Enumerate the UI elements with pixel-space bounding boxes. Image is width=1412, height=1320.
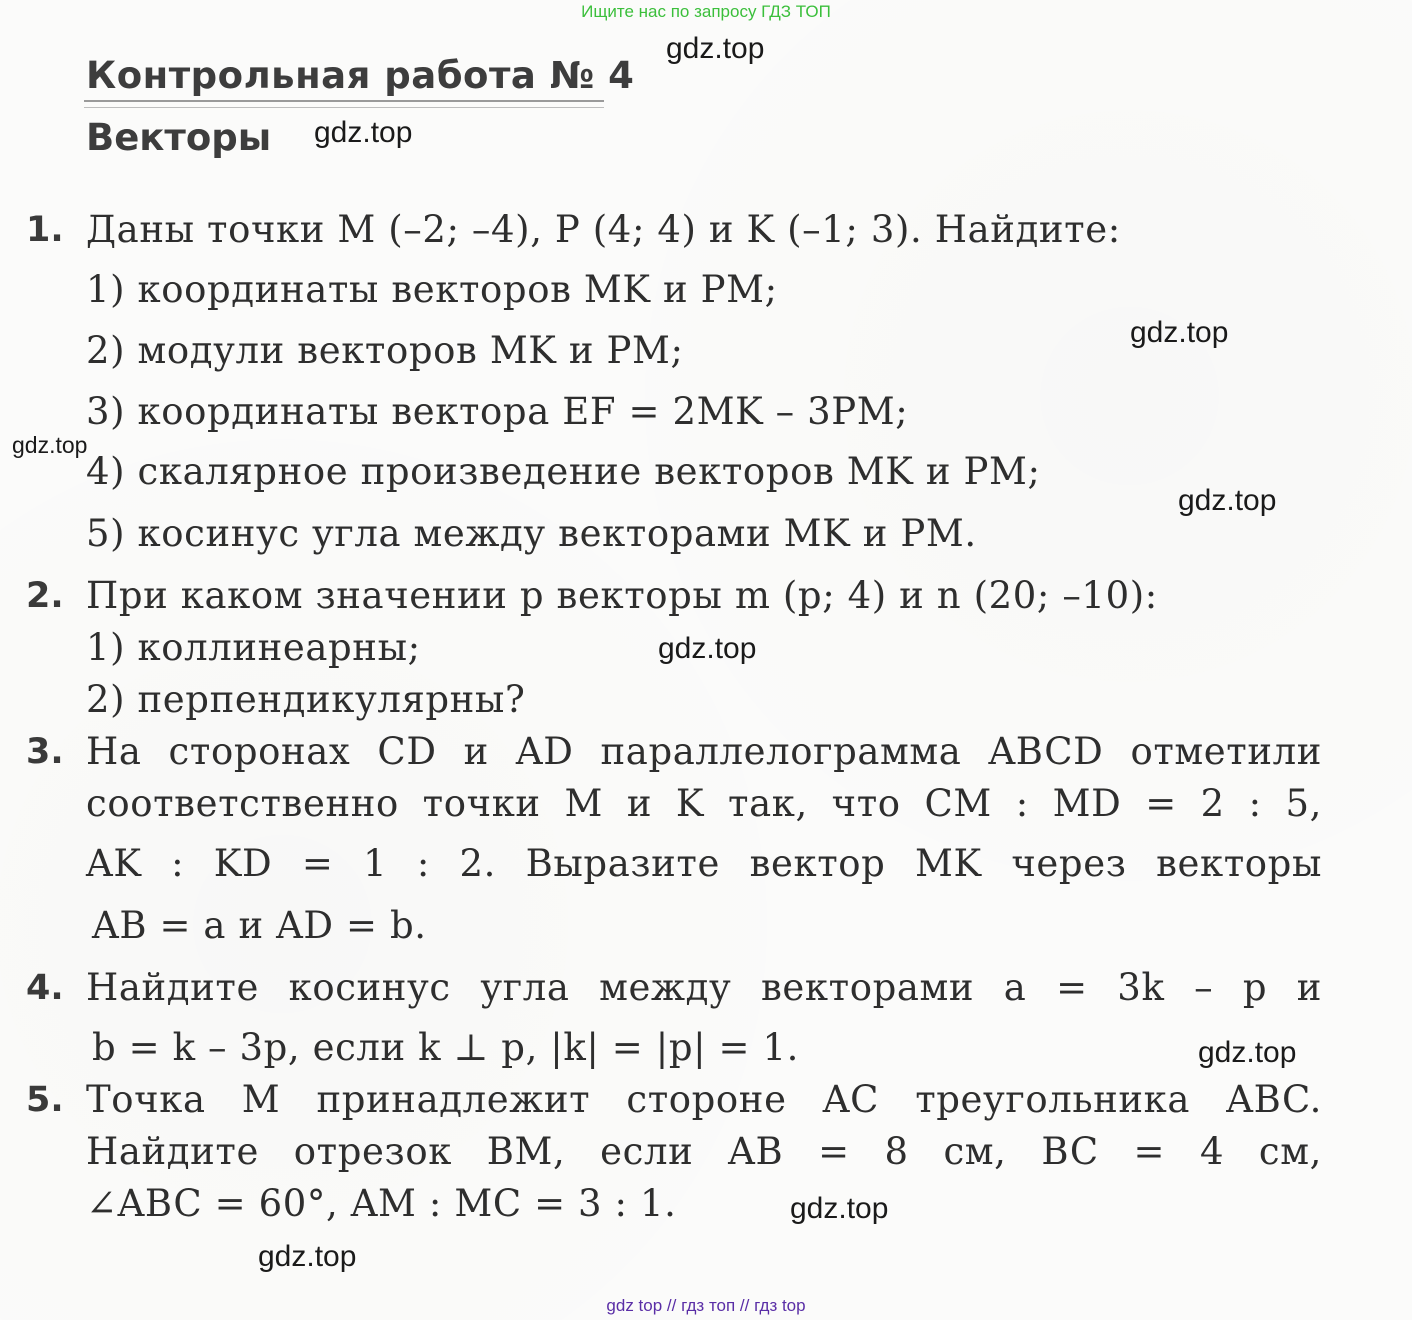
task-3-line: AK : KD = 1 : 2. Выразите вектор MK через векторы [86, 842, 1322, 885]
watermark: gdz.top [258, 1240, 357, 1273]
task-5-line: ∠ABC = 60°, AM : MC = 3 : 1. [86, 1182, 677, 1225]
task-number: 4. [26, 968, 64, 1008]
task-number: 5. [26, 1080, 64, 1120]
title-underline [84, 100, 604, 108]
task-1-item: 5) косинус угла между векторами MK и PM. [86, 512, 977, 555]
watermark: gdz.top [790, 1192, 889, 1225]
task-2-item: 2) перпендикулярны? [86, 678, 526, 721]
watermark: gdz.top [12, 432, 88, 458]
watermark: gdz.top [658, 632, 757, 665]
watermark: gdz.top [666, 32, 765, 65]
task-3-line: AB = a и AD = b. [92, 904, 427, 947]
task-3-line: На сторонах CD и AD параллелограмма ABCD отметили [86, 730, 1322, 773]
task-number: 1. [26, 210, 64, 250]
task-number: 2. [26, 576, 64, 616]
task-1-item: 2) модули векторов MK и PM; [86, 329, 684, 372]
task-2-intro: При каком значении p векторы m (p; 4) и n (20; –10): [86, 574, 1158, 617]
watermark: gdz.top [1198, 1036, 1297, 1069]
page-title: Контрольная работа № 4 [86, 54, 635, 97]
task-1-item: 1) координаты векторов MK и PM; [86, 268, 778, 311]
task-5-line: Точка M принадлежит стороне AC треугольника ABC. [86, 1078, 1322, 1121]
task-5-line: Найдите отрезок BM, если AB = 8 см, BC = 4 см, [86, 1130, 1322, 1173]
page-subtitle: Векторы [86, 116, 272, 159]
task-2-item: 1) коллинеарны; [86, 626, 421, 669]
watermark: gdz.top [1178, 484, 1277, 517]
watermark: gdz.top [314, 116, 413, 149]
task-1-item: 4) скалярное произведение векторов MK и PM; [86, 450, 1041, 493]
task-4-line: b = k – 3p, если k ⊥ p, |k| = |p| = 1. [92, 1026, 800, 1069]
top-banner[interactable]: Ищите нас по запросу ГДЗ ТОП [581, 2, 831, 21]
task-3-line: соответственно точки M и K так, что CM : MD = 2 : 5, [86, 782, 1322, 825]
watermark: gdz.top [1130, 316, 1229, 349]
task-number: 3. [26, 732, 64, 772]
bottom-banner[interactable]: gdz top // гдз топ // гдз top [606, 1296, 806, 1315]
task-1-item: 3) координаты вектора EF = 2MK – 3PM; [86, 390, 909, 433]
task-1-intro: Даны точки M (–2; –4), P (4; 4) и K (–1; 3). Найдите: [86, 208, 1121, 251]
task-4-line: Найдите косинус угла между векторами a = 3k – p и [86, 966, 1322, 1009]
